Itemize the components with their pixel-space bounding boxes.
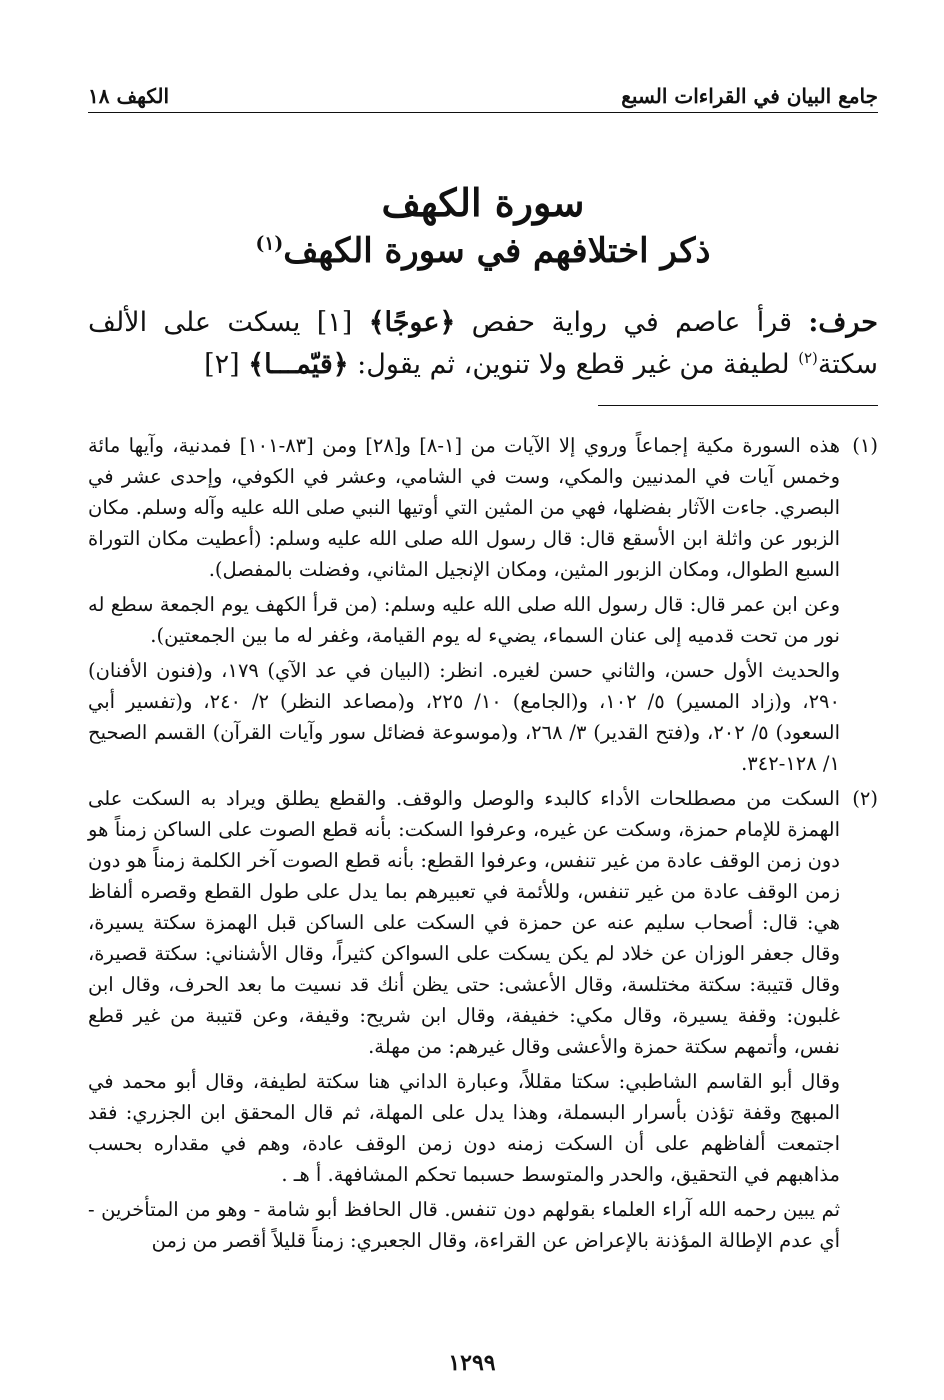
footnote-paragraph: هذه السورة مكية إجماعاً وروي إلا الآيات من [١-٨] و[٢٨] ومن [٨٣-١٠١] فمدنية، وآيها مائة وخمس آيات في المدنيين والمكي، وست في الشامي، وعشر في الكوفي، وإحدى عشر في البصري. جاءت الآثار بفضلها، فهي من المثين التي أوتيها النبي صلى الله عليه وآله وسلم. مكان الزبور عن واثلة ابن الأسقع قال: قال رسول الله صلى الله عليه وسلم: (أعطيت مكان التوراة السبع الطوال، ومكان الزبور المثين، ومكان الإنجيل المثاني، وفضلت بالمفصل). xyxy=(88,434,840,581)
footnote-separator xyxy=(598,405,878,406)
footnote-number: (٢) xyxy=(852,787,878,810)
main-text-part-1: قرأ عاصم في رواية حفص xyxy=(471,307,793,338)
quran-word-1: ﴿عوجًا﴾ xyxy=(368,307,456,338)
main-text-part-3: لطيفة من غير قطع ولا تنوين، ثم يقول: xyxy=(357,349,790,380)
main-text xyxy=(88,302,878,386)
quran-word-2: ﴿قيّمـــا﴾ xyxy=(248,349,349,380)
footnotes xyxy=(88,430,878,1260)
footnote-body xyxy=(88,430,840,783)
surah-reference: الكهف ١٨ xyxy=(88,84,170,108)
footnote-body xyxy=(88,783,840,1260)
footnote-ref-2: (٢) xyxy=(798,349,818,367)
footnote xyxy=(88,783,878,1260)
footnote-paragraph: وقال أبو القاسم الشاطبي: سكتا مقللاً، وعبارة الداني هنا سكتة لطيفة، وقال أبو محمد في المبهج وقفة تؤذن بأسرار البسملة، وهذا يدل على المهلة، ثم قال المحقق ابن الجزري: فقد اجتمعت ألفاظهم على أن السكت زمنه دون زمن الوقف عادة، وهم في مقداره بحسب مذاهبهم في التحقيق، والحدر والمتوسط حسبما تحكم المشافهة. أ هـ . xyxy=(88,1070,840,1186)
running-header xyxy=(88,80,878,113)
footnote-paragraph: وعن ابن عمر قال: قال رسول الله صلى الله عليه وسلم: (من قرأ الكهف يوم الجمعة سطع له نور من تحت قدميه إلى عنان السماء، يضيء له يوم القيامة، وغفر له ما بين الجمعتين). xyxy=(88,593,840,647)
section-title-text: ذكر اختلافهم في سورة الكهف xyxy=(283,231,711,271)
footnote-paragraph: السكت من مصطلحات الأداء كالبدء والوصل والوقف. والقطع يطلق ويراد به السكت على الهمزة للإمام حمزة، وسكت عن غيره، وعرفوا السكت: بأنه قطع الصوت على الساكن زمناً هو دون زمن الوقف عادة من غير تنفس، وعرفوا القطع: بأنه قطع الصوت آخر الكلمة زمناً هو دون زمن الوقف عادة من غير تنفس، وللأئمة في تعبيرهم بما يدل على طول القطع وقصره ألفاظ هي: قال: أصحاب سليم عنه عن حمزة في السكت على الساكن قبل الهمزة سكتة يسيرة، وقال جعفر الوزان عن خلاد لم يكن يسكت على السواكن كثيراً، وقال الأشناني: سكتة قصيرة، وقال قتيبة: سكتة مختلسة، وقال الأعشى: حتى يظن أنك قد نسيت ما بعد الحرف، وقال ابن غلبون: وقفة يسيرة، وقال مكي: خفيفة، وقال ابن شريح: وقيفة، وعن قتيبة من غير قطع نفس، وأتمهم سكتة حمزة والأعشى وقال غيرهم: من مهلة. xyxy=(88,787,840,1058)
main-text-part-2: [١] يسكت على الألف سكتة xyxy=(88,307,878,380)
footnote-ref-1: (١) xyxy=(255,232,284,255)
footnote-number: (١) xyxy=(852,434,878,457)
footnote-paragraph: ثم يبين رحمه الله آراء العلماء بقولهم دون تنفس. قال الحافظ أبو شامة - وهو من المتأخرين - أي عدم الإطالة المؤذنة بالإعراض عن القراءة، وقال الجعبري: زمناً قليلاً أقصر من زمن xyxy=(88,1198,840,1252)
footnote xyxy=(88,430,878,783)
page-number: ١٢٩٩ xyxy=(448,1350,496,1376)
book-title: جامع البيان في القراءات السبع xyxy=(621,84,878,108)
footnote-paragraph: والحديث الأول حسن، والثاني حسن لغيره. انظر: (البيان في عد الآي) ١٧٩، و(فنون الأفنان) ٢٩٠، و(زاد المسير) ٥/ ١٠٢، و(الجامع) ١٠/ ٢٢٥، و(مصاعد النظر) ٢/ ٢٤٠، و(تفسير أبي السعود) ٥/ ٢٠٢، و(فتح القدير) ٣/ ٢٦٨، و(موسوعة فضائل سور وآيات القرآن) القسم الصحيح ١/ ١٢٨-٣٤٢. xyxy=(88,659,840,775)
main-text-part-4: [٢] xyxy=(204,349,240,380)
section-title xyxy=(88,231,878,271)
title-block xyxy=(88,180,878,271)
surah-title: سورة الكهف xyxy=(381,180,585,225)
harf-label: حرف: xyxy=(808,307,878,338)
